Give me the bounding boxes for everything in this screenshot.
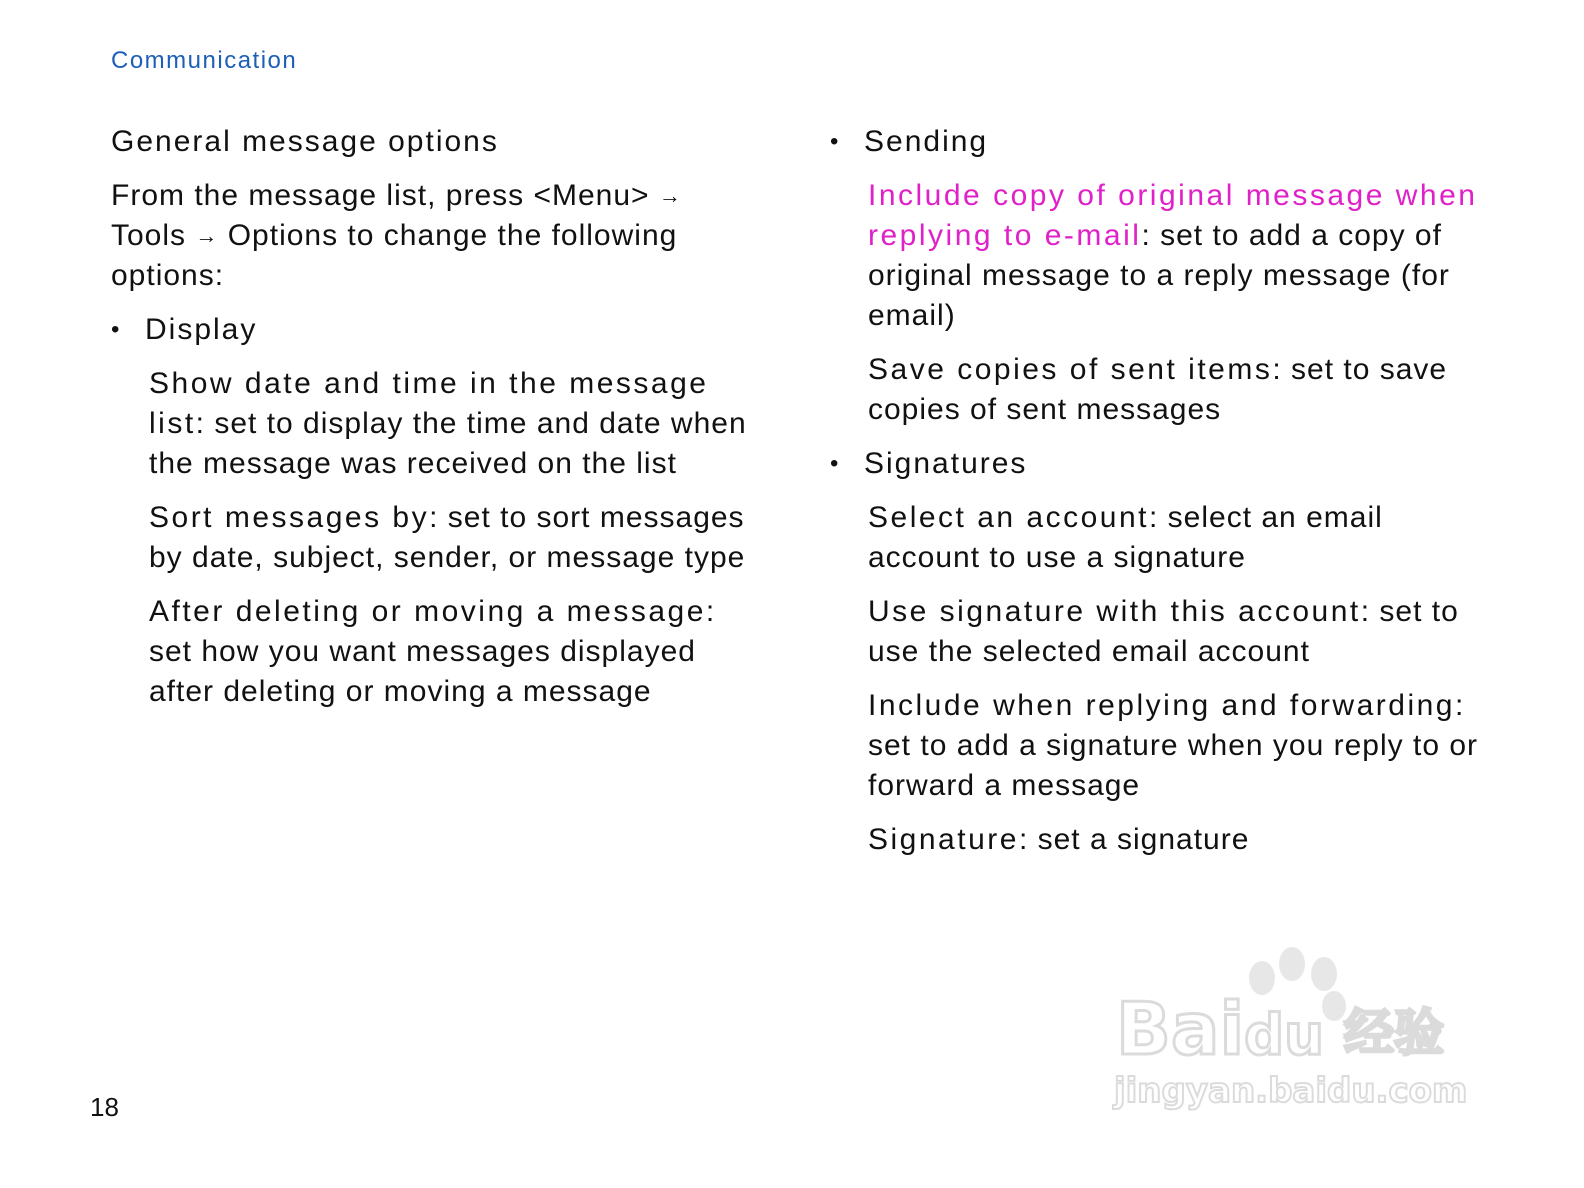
option-item [149, 498, 751, 578]
jingyan-wordmark: 经验 [1344, 1004, 1444, 1062]
option-item [868, 820, 1480, 860]
option-term: Show date and time in the message list [149, 367, 709, 440]
bullet-label: Sending [864, 125, 989, 158]
section-label: Communication [111, 47, 298, 74]
option-term: Signature [868, 823, 1019, 856]
option-description: : set to sort messages by date, subject, sender, or message type [149, 501, 746, 574]
option-term: Include when replying and forwarding [868, 689, 1455, 722]
option-item [149, 592, 751, 712]
option-description: : set a signature [1018, 823, 1250, 856]
option-item [868, 686, 1480, 806]
bullet-display [111, 310, 751, 350]
bullet-label: Display [145, 313, 258, 346]
page-number: 18 [90, 1092, 119, 1122]
bullet-icon: • [830, 450, 840, 477]
option-term: Select an account [868, 501, 1149, 534]
page-heading: General message options [111, 125, 499, 158]
option-term-highlighted: Include copy of original message when replying to e-mail [868, 179, 1478, 252]
option-term: Use signature with this account [868, 595, 1361, 628]
option-item [149, 364, 751, 484]
bullet-sending [830, 122, 1480, 162]
option-description: : set how you want messages displayed after deleting or moving a message [149, 595, 716, 708]
left-column [111, 122, 751, 726]
arrow-right-icon: → [195, 223, 219, 248]
option-item [868, 498, 1480, 578]
intro-paragraph [111, 176, 751, 296]
baidu-watermark-logo [1112, 944, 1472, 1114]
option-description: : set to use the selected email account [868, 595, 1459, 668]
option-term: After deleting or moving a message [149, 595, 706, 628]
option-description: : select an email account to use a signature [868, 501, 1383, 574]
bullet-icon: • [830, 128, 840, 155]
option-item [868, 350, 1480, 430]
arrow-right-icon: → [658, 183, 682, 208]
option-term: Save copies of sent items [868, 353, 1273, 386]
bullet-signatures [830, 444, 1480, 484]
option-term: Sort messages by [149, 501, 430, 534]
option-item [868, 592, 1480, 672]
baidu-wordmark-du: du [1244, 1003, 1324, 1068]
right-column [830, 122, 1480, 874]
option-description: : set to add a copy of original message to a reply message (for email) [868, 219, 1450, 332]
bullet-label: Signatures [864, 447, 1028, 480]
intro-text-2: Tools [111, 219, 196, 252]
option-description: : set to add a signature when you reply to or forward a message [868, 689, 1479, 802]
baidu-wordmark: Bai [1116, 987, 1245, 1071]
intro-text-1: From the message list, press <Menu> [111, 179, 659, 212]
watermark-url: jingyan.baidu.com [1114, 1071, 1468, 1111]
option-item [868, 176, 1480, 336]
option-description: : set to save copies of sent messages [868, 353, 1448, 426]
bullet-icon: • [111, 316, 121, 343]
option-description: : set to display the time and date when the message was received on the list [149, 407, 747, 480]
intro-text-3: Options to change the following options: [111, 219, 678, 292]
